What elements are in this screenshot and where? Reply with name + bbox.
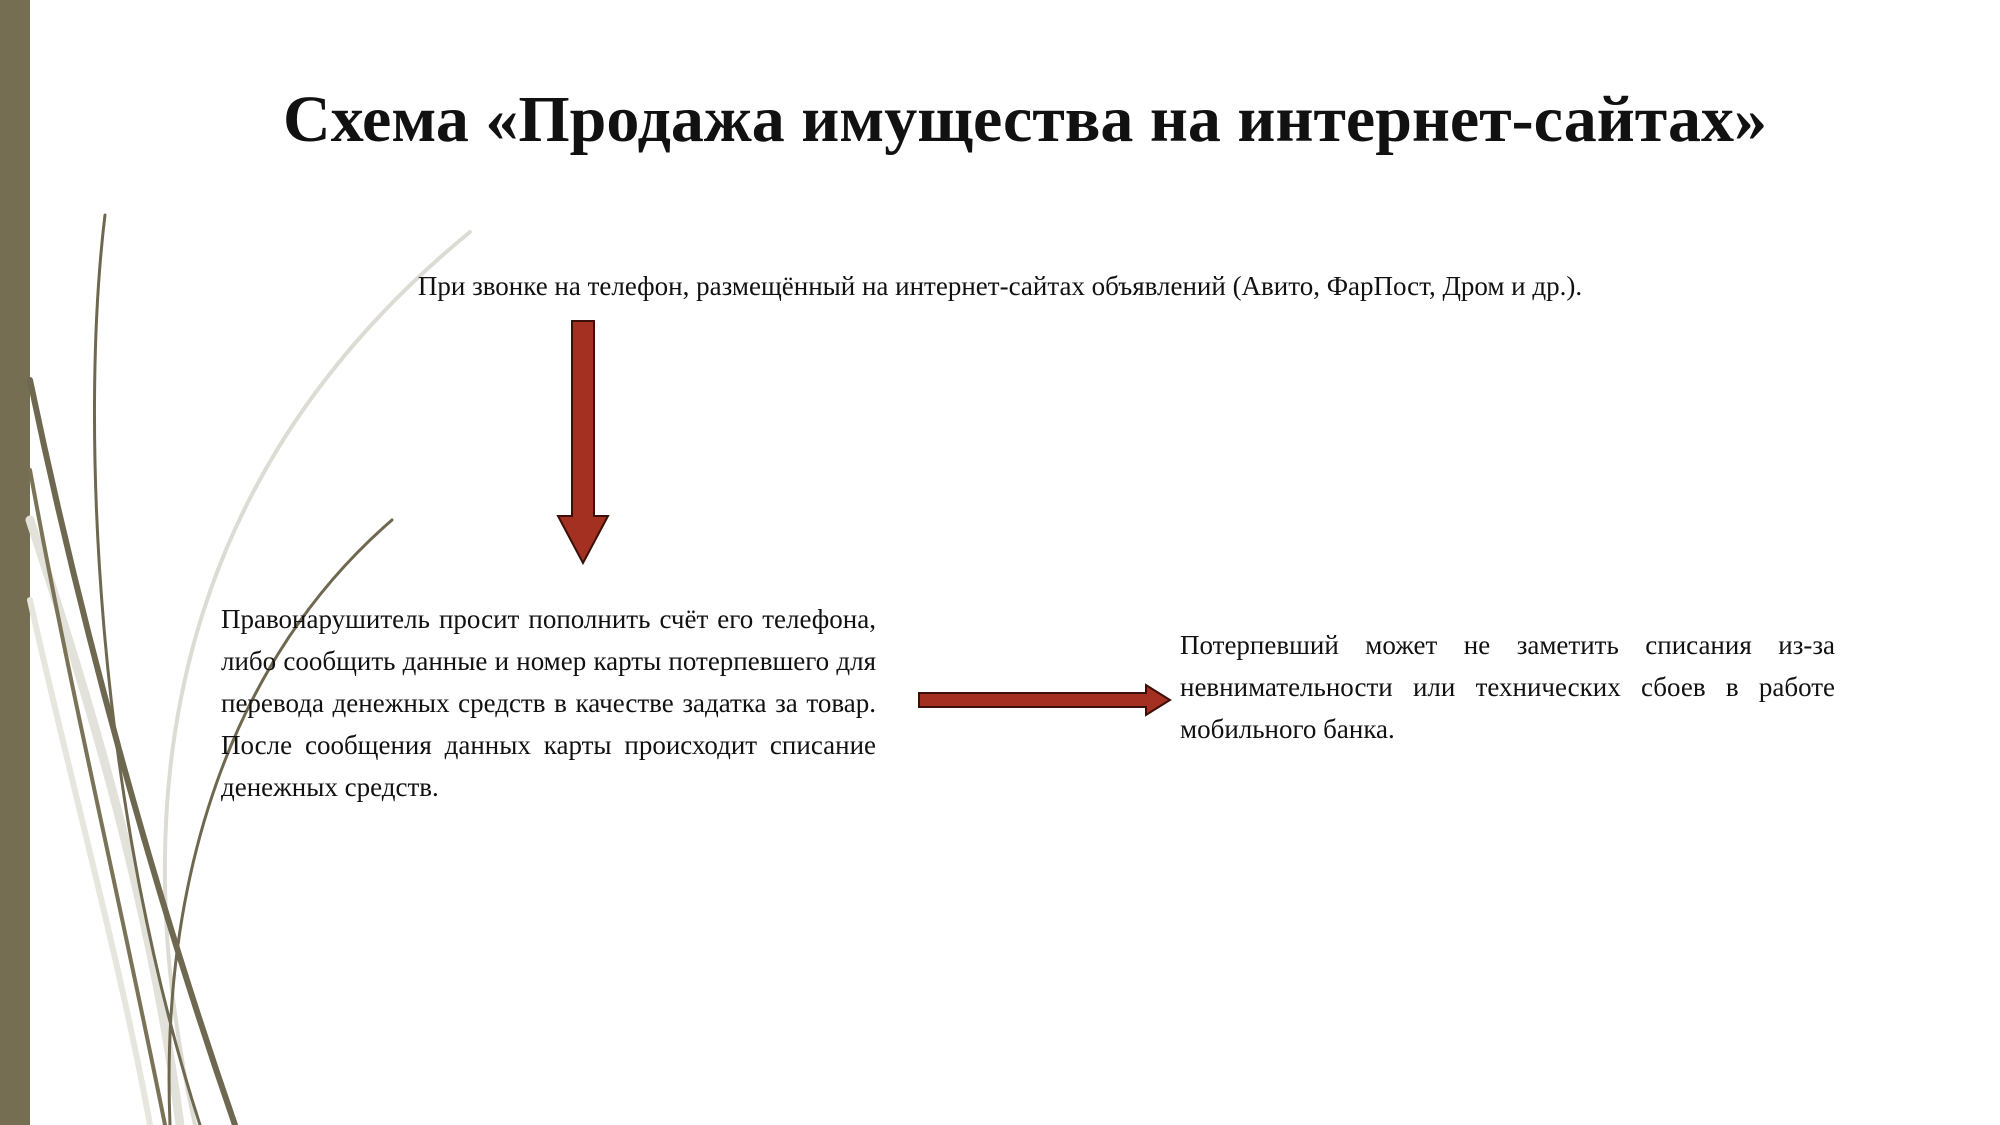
intro-text: При звонке на телефон, размещённый на интернет-сайтах объявлений (Авито, ФарПост, Дром и др.). [417,271,1583,301]
decor-curve-dark-4 [30,470,165,1125]
decor-curve-light-2 [30,520,180,1125]
arrow-down-icon [556,320,610,565]
decor-curve-dark-1 [94,215,200,1125]
step-left-text: Правонарушитель просит пополнить счёт его телефона, либо сообщить данные и номер карты потерпевшего для перевода денежных средств в качестве задатка за товар. После сообщения данных карты происходит списание денежных средств. [221,604,876,802]
step-right-text: Потерпевший может не заметить списания из-за невнимательности или технических сбоев в работе мобильного банка. [1180,630,1835,744]
arrow-right-icon [918,683,1172,717]
slide-title: Схема «Продажа имущества на интернет-сайтах» [283,83,1767,156]
decor-curve-dark-2 [30,380,235,1125]
